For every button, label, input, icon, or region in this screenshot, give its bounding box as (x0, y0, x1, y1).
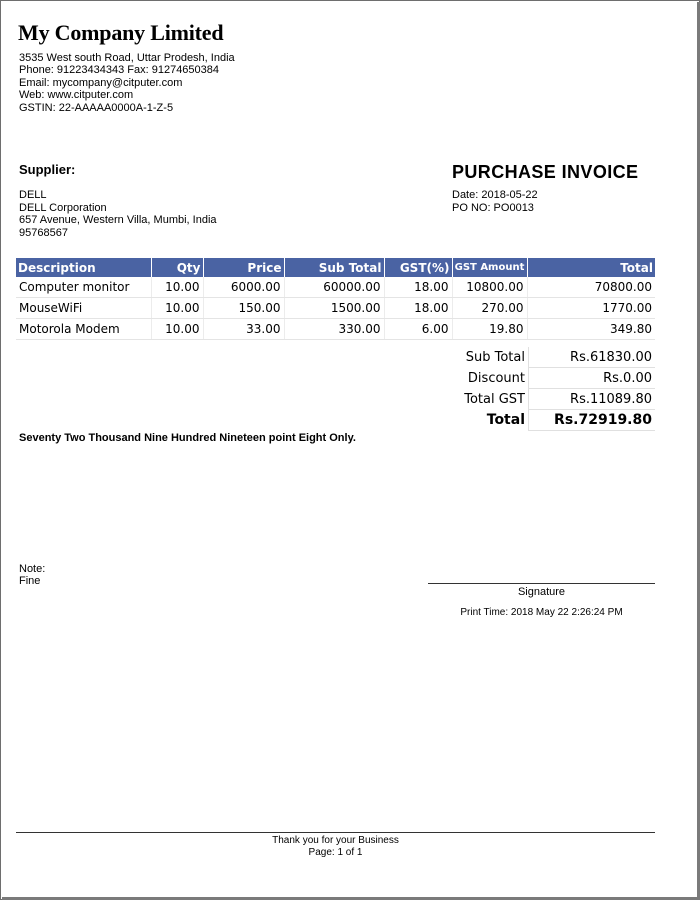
items-table (16, 258, 655, 340)
invoice-meta (452, 189, 538, 214)
company-gstin: GSTIN: 22-AAAAA0000A-1-Z-5 (19, 101, 174, 114)
discount-row (430, 368, 655, 389)
total-gst-label: Total GST (464, 391, 525, 407)
col-header-description: Description (16, 258, 151, 277)
cell-description: Computer monitor (16, 277, 151, 298)
grand-total-label: Total (486, 412, 525, 428)
totals-table (430, 347, 655, 431)
col-header-total: Total (527, 258, 655, 277)
sub-total-label: Sub Total (465, 349, 525, 365)
grand-total-value: Rs.72919.80 (529, 410, 656, 431)
company-web: Web: www.citputer.com (19, 89, 134, 102)
footer-thanks: Thank you for your Business (272, 835, 399, 846)
cell-sub-total: 330.00 (284, 319, 384, 340)
cell-gst-percent: 18.00 (384, 277, 452, 298)
sub-total-value: Rs.61830.00 (529, 347, 656, 368)
footer-page-number: Page: 1 of 1 (308, 847, 363, 858)
company-email: Email: mycompany@citputer.com (19, 76, 183, 89)
supplier-line: 95768567 (19, 226, 68, 239)
table-row (16, 298, 655, 319)
table-header-row (16, 258, 655, 277)
cell-qty: 10.00 (151, 277, 203, 298)
discount-value: Rs.0.00 (529, 368, 656, 389)
cell-gst-amount: 270.00 (452, 298, 527, 319)
table-row (16, 277, 655, 298)
supplier-label: Supplier: (19, 162, 76, 177)
cell-total: 70800.00 (527, 277, 655, 298)
total-gst-row (430, 389, 655, 410)
col-header-qty: Qty (151, 258, 203, 277)
cell-description: Motorola Modem (16, 319, 151, 340)
amount-in-words: Seventy Two Thousand Nine Hundred Nineteen point Eight Only. (19, 432, 356, 444)
total-gst-value: Rs.11089.80 (529, 389, 656, 410)
supplier-details (19, 189, 217, 239)
company-phone-fax: Phone: 91223434343 Fax: 91274650384 (19, 64, 220, 77)
company-name: My Company Limited (18, 20, 224, 45)
note-text: Fine (19, 575, 41, 588)
company-address: 3535 West south Road, Uttar Prodesh, India (19, 52, 235, 64)
cell-price: 33.00 (203, 319, 284, 340)
cell-total: 349.80 (527, 319, 655, 340)
cell-sub-total: 1500.00 (284, 298, 384, 319)
invoice-po-number: PO NO: PO0013 (452, 201, 534, 214)
col-header-gst-percent: GST(%) (384, 258, 452, 277)
note-label: Note: (19, 563, 46, 575)
grand-total-row (430, 410, 655, 431)
col-header-price: Price (203, 258, 284, 277)
cell-gst-percent: 18.00 (384, 298, 452, 319)
cell-qty: 10.00 (151, 319, 203, 340)
footer-divider (16, 832, 655, 833)
supplier-line: 657 Avenue, Western Villa, Mumbi, India (19, 214, 217, 227)
cell-gst-percent: 6.00 (384, 319, 452, 340)
col-header-gst-amount: GST Amount (452, 258, 527, 277)
cell-total: 1770.00 (527, 298, 655, 319)
signature-line (428, 583, 655, 584)
discount-label: Discount (467, 370, 525, 386)
cell-gst-amount: 19.80 (452, 319, 527, 340)
page-footer (16, 835, 655, 859)
cell-sub-total: 60000.00 (284, 277, 384, 298)
invoice-date: Date: 2018-05-22 (452, 189, 538, 201)
table-row (16, 319, 655, 340)
invoice-title: PURCHASE INVOICE (452, 162, 639, 182)
cell-description: MouseWiFi (16, 298, 151, 319)
signature-label: Signature (517, 586, 566, 598)
supplier-line: DELL (19, 189, 47, 201)
col-header-sub-total: Sub Total (284, 258, 384, 277)
sub-total-row (430, 347, 655, 368)
cell-price: 150.00 (203, 298, 284, 319)
cell-gst-amount: 10800.00 (452, 277, 527, 298)
supplier-line: DELL Corporation (19, 201, 107, 214)
company-details (19, 52, 235, 114)
print-time: Print Time: 2018 May 22 2:26:24 PM (460, 607, 623, 618)
cell-price: 6000.00 (203, 277, 284, 298)
note-block (19, 563, 45, 588)
cell-qty: 10.00 (151, 298, 203, 319)
